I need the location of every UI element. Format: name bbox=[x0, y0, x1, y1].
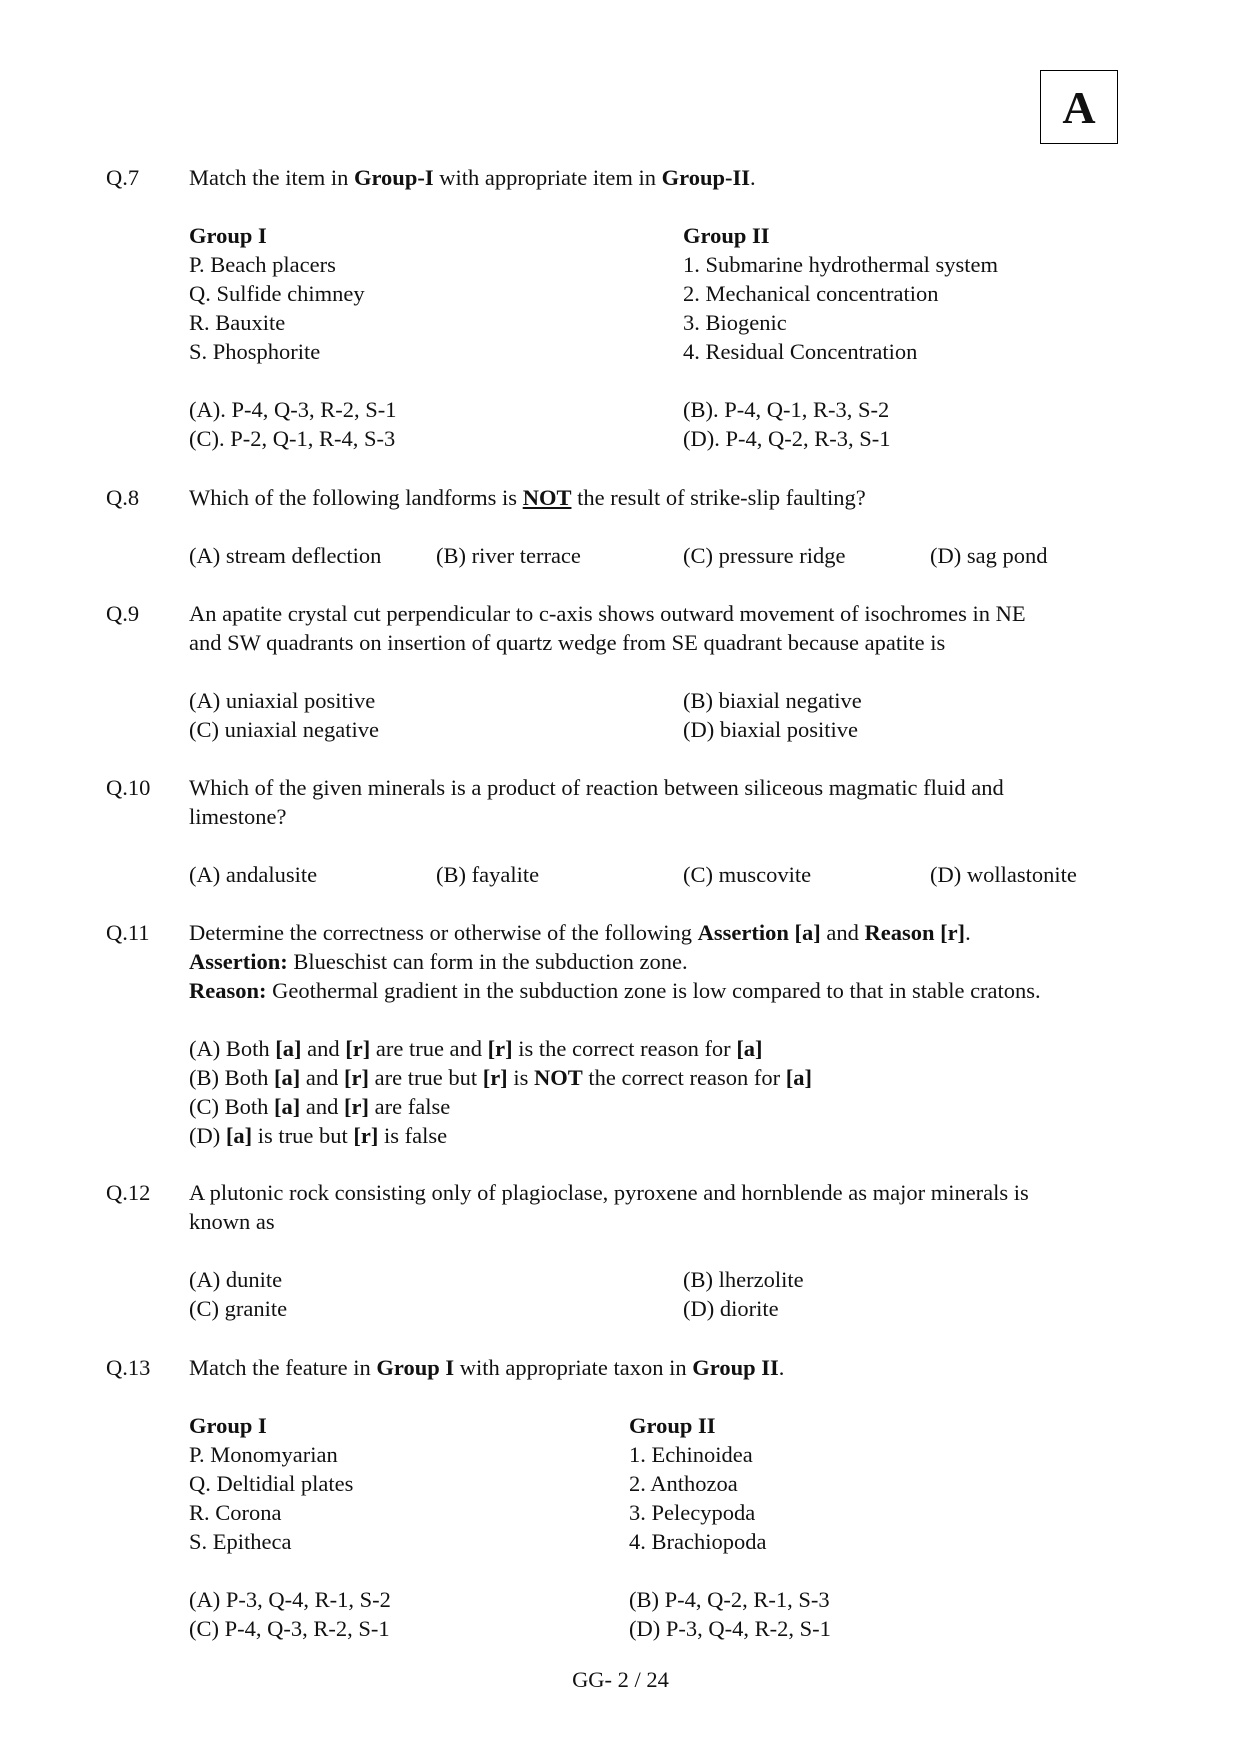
option-a: (A) andalusite bbox=[189, 862, 318, 887]
option-c: (C) granite bbox=[189, 1296, 288, 1321]
group-1-item: S. Epitheca bbox=[189, 1529, 292, 1554]
option-b: (B) river terrace bbox=[436, 543, 581, 568]
question-stem: Determine the correctness or otherwise of the following Assertion [a] and Reason [r]. bbox=[189, 920, 971, 945]
option-b: (B). P-4, Q-1, R-3, S-2 bbox=[683, 397, 890, 422]
option-b: (B) P-4, Q-2, R-1, S-3 bbox=[629, 1587, 830, 1612]
question-number: Q.7 bbox=[106, 165, 140, 190]
option-b: (B) fayalite bbox=[436, 862, 540, 887]
question-number: Q.9 bbox=[106, 601, 140, 626]
group-2-item: 4. Residual Concentration bbox=[683, 339, 918, 364]
option-a: (A). P-4, Q-3, R-2, S-1 bbox=[189, 397, 397, 422]
question-12 bbox=[106, 1178, 1151, 1323]
group-1-item: R. Corona bbox=[189, 1500, 282, 1525]
option-d: (D) biaxial positive bbox=[683, 717, 858, 742]
group-2-item: 2. Anthozoa bbox=[629, 1471, 738, 1496]
option-d: (D) [a] is true but [r] is false bbox=[189, 1123, 448, 1148]
group-1-item: Q. Deltidial plates bbox=[189, 1471, 354, 1496]
question-stem: limestone? bbox=[189, 804, 287, 829]
option-a: (A) Both [a] and [r] are true and [r] is the correct reason for [a] bbox=[189, 1036, 763, 1061]
option-d: (D) diorite bbox=[683, 1296, 779, 1321]
question-stem: Which of the following landforms is NOT the result of strike-slip faulting? bbox=[189, 485, 866, 510]
option-a: (A) stream deflection bbox=[189, 543, 382, 568]
group-2-header: Group II bbox=[683, 223, 770, 248]
assertion-line: Assertion: Blueschist can form in the subduction zone. bbox=[189, 949, 688, 974]
option-d: (D) P-3, Q-4, R-2, S-1 bbox=[629, 1616, 831, 1641]
question-stem: A plutonic rock consisting only of plagioclase, pyroxene and hornblende as major minerals is bbox=[189, 1180, 1029, 1205]
option-c: (C) uniaxial negative bbox=[189, 717, 379, 742]
group-2-header: Group II bbox=[629, 1413, 716, 1438]
option-c: (C) muscovite bbox=[683, 862, 812, 887]
group-2-item: 3. Biogenic bbox=[683, 310, 787, 335]
option-a: (A) uniaxial positive bbox=[189, 688, 376, 713]
option-c: (C) Both [a] and [r] are false bbox=[189, 1094, 451, 1119]
option-c: (C) P-4, Q-3, R-2, S-1 bbox=[189, 1616, 390, 1641]
option-d: (D). P-4, Q-2, R-3, S-1 bbox=[683, 426, 891, 451]
question-stem: An apatite crystal cut perpendicular to c-axis shows outward movement of isochromes in NE bbox=[189, 601, 1026, 626]
option-c: (C) pressure ridge bbox=[683, 543, 846, 568]
question-9 bbox=[106, 599, 1151, 744]
question-11 bbox=[106, 918, 1151, 1150]
question-7 bbox=[106, 163, 1151, 453]
page-footer: GG- 2 / 24 bbox=[572, 1667, 669, 1692]
paper-code-box: A bbox=[1040, 70, 1118, 144]
question-stem: Which of the given minerals is a product of reaction between siliceous magmatic fluid and bbox=[189, 775, 1004, 800]
option-a: (A) P-3, Q-4, R-1, S-2 bbox=[189, 1587, 391, 1612]
option-d: (D) wollastonite bbox=[930, 862, 1077, 887]
group-1-item: Q. Sulfide chimney bbox=[189, 281, 365, 306]
question-number: Q.8 bbox=[106, 485, 140, 510]
question-number: Q.11 bbox=[106, 920, 150, 945]
option-d: (D) sag pond bbox=[930, 543, 1048, 568]
option-b: (B) lherzolite bbox=[683, 1267, 804, 1292]
question-number: Q.13 bbox=[106, 1355, 151, 1380]
option-b: (B) Both [a] and [r] are true but [r] is NOT the correct reason for [a] bbox=[189, 1065, 812, 1090]
group-1-header: Group I bbox=[189, 1413, 267, 1438]
group-1-item: S. Phosphorite bbox=[189, 339, 321, 364]
question-13 bbox=[106, 1353, 1151, 1643]
group-2-item: 3. Pelecypoda bbox=[629, 1500, 756, 1525]
question-stem: and SW quadrants on insertion of quartz wedge from SE quadrant because apatite is bbox=[189, 630, 946, 655]
group-1-item: P. Beach placers bbox=[189, 252, 336, 277]
question-stem: Match the item in Group-I with appropriate item in Group-II. bbox=[189, 165, 756, 190]
question-number: Q.12 bbox=[106, 1180, 151, 1205]
group-1-item: R. Bauxite bbox=[189, 310, 286, 335]
question-number: Q.10 bbox=[106, 775, 151, 800]
option-b: (B) biaxial negative bbox=[683, 688, 862, 713]
question-8 bbox=[106, 483, 1151, 570]
option-c: (C). P-2, Q-1, R-4, S-3 bbox=[189, 426, 396, 451]
group-2-item: 4. Brachiopoda bbox=[629, 1529, 767, 1554]
option-a: (A) dunite bbox=[189, 1267, 283, 1292]
emphasis-not: NOT bbox=[522, 485, 572, 510]
question-stem: Match the feature in Group I with appropriate taxon in Group II. bbox=[189, 1355, 785, 1380]
reason-line: Reason: Geothermal gradient in the subduction zone is low compared to that in stable cratons. bbox=[189, 978, 1041, 1003]
group-2-item: 1. Submarine hydrothermal system bbox=[683, 252, 998, 277]
group-2-item: 1. Echinoidea bbox=[629, 1442, 753, 1467]
question-stem: known as bbox=[189, 1209, 275, 1234]
group-2-item: 2. Mechanical concentration bbox=[683, 281, 939, 306]
group-1-item: P. Monomyarian bbox=[189, 1442, 338, 1467]
question-10 bbox=[106, 773, 1151, 889]
group-1-header: Group I bbox=[189, 223, 267, 248]
